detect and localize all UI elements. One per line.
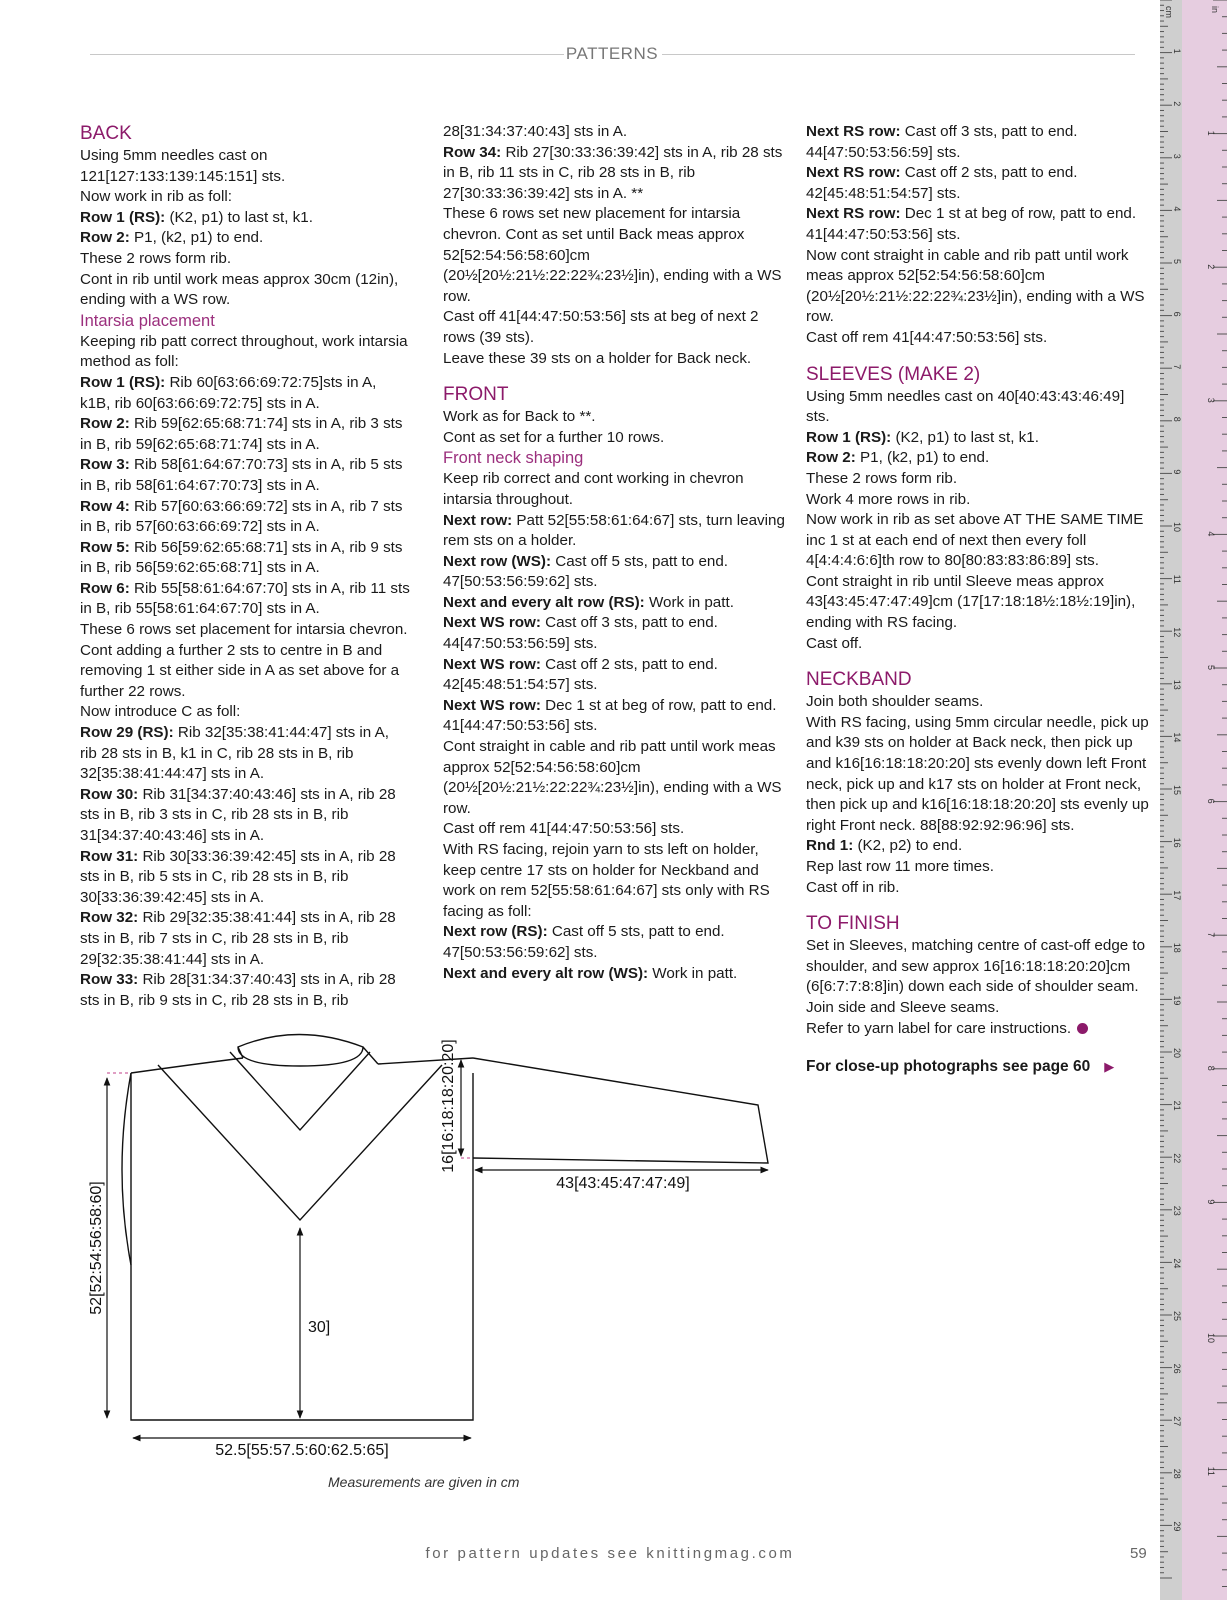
instruction-text: Rib 60[63:66:69:72:75]sts in A, k1B, rib 60[63:66:69:72:75] sts in A. (80, 373, 377, 412)
row-label: Next and every alt row (RS): (443, 593, 645, 611)
ruler-cm-number: 11 (1172, 574, 1182, 584)
instruction-text: Cast off 41[44:47:50:53:56] sts at beg of next 2 rows (39 sts). (443, 308, 759, 346)
instruction-line (80, 270, 410, 311)
instruction-text: Cont as set for a further 10 rows. (443, 428, 665, 446)
row-label: Row 1 (RS): (80, 208, 166, 226)
ruler-cm-number: 25 (1172, 1311, 1182, 1322)
ruler-in-number: 5 (1206, 665, 1216, 671)
instruction-line (443, 407, 788, 428)
ruler-cm-number: 2 (1172, 101, 1182, 107)
instruction-text: Rib 29[32:35:38:41:44] sts in A, rib 28 sts in B, rib 7 sts in C, rib 28 sts in B, rib 29[32:35:38:41:44] sts in A. (80, 909, 396, 968)
row-label: Next row (RS): (443, 923, 548, 941)
instruction-text: Cast off. (806, 634, 863, 652)
ruler-cm-label: cm (1164, 6, 1174, 18)
instruction-text: Join side and Sleeve seams. (806, 998, 1000, 1016)
ruler-cm-number: 7 (1172, 364, 1182, 370)
ruler-cm-number: 19 (1172, 995, 1182, 1006)
instruction-text: Work in patt. (644, 593, 734, 611)
instruction-text: Cast off 2 sts, patt to end. 42[45:48:51:54:57] sts. (443, 655, 718, 694)
instruction-line (80, 970, 410, 1011)
instruction-text: These 2 rows form rib. (806, 469, 958, 487)
row-label: Row 6: (80, 579, 130, 597)
finish-instructions (806, 936, 1151, 1039)
page-number: 59 (1130, 1545, 1147, 1562)
chevron-inner (230, 1052, 370, 1130)
row-label: Row 3: (80, 456, 130, 474)
armhole-label: 16[16:18:18:20:20] (440, 1039, 457, 1173)
instruction-text: These 6 rows set placement for intarsia chevron. Cont adding a further 2 sts to centre in B and removing 1 st either side in A as set above for a further 22 rows. (80, 621, 408, 700)
ruler-in-number: 11 (1206, 1466, 1216, 1476)
ruler-in-number: 3 (1206, 397, 1216, 403)
ruler-cm-number: 3 (1172, 153, 1182, 159)
instruction-text: P1, (k2, p1) to end. (129, 229, 264, 247)
ruler-cm-number: 15 (1172, 785, 1182, 796)
instruction-line (80, 332, 410, 373)
instruction-line (80, 723, 410, 785)
instruction-line (443, 655, 788, 696)
row-label: Row 32: (80, 909, 139, 927)
instruction-line (806, 469, 1151, 490)
instruction-text: Work in patt. (648, 964, 738, 982)
instruction-line (806, 713, 1151, 837)
ruler-cm-number: 29 (1172, 1521, 1182, 1532)
instruction-line (806, 692, 1151, 713)
row-label: Next WS row: (443, 655, 541, 673)
header-rule-left (90, 54, 564, 55)
instruction-text: (K2, p1) to last st, k1. (165, 208, 313, 226)
instruction-text: P1, (k2, p1) to end. (855, 449, 990, 467)
closeup-text: For close-up photographs see page 60 (806, 1058, 1091, 1076)
instruction-line (443, 349, 788, 370)
instruction-text: Keeping rib patt correct throughout, work intarsia method as foll: (80, 332, 408, 371)
instruction-text: Leave these 39 sts on a holder for Back neck. (443, 349, 752, 367)
instruction-line (806, 878, 1151, 899)
instruction-line (80, 146, 410, 187)
instruction-text: Rib 59[62:65:68:71:74] sts in A, rib 3 sts in B, rib 59[62:65:68:71:74] sts in A. (80, 415, 403, 453)
instruction-text: Cast off 3 sts, patt to end. 44[47:50:53:56:59] sts. (443, 614, 718, 653)
instruction-text: 28[31:34:37:40:43] sts in A. (443, 123, 628, 140)
instruction-line (806, 448, 1151, 469)
row-label: Row 5: (80, 538, 130, 556)
instruction-line (443, 469, 788, 510)
ruler-cm-number: 13 (1172, 679, 1182, 690)
instruction-line (443, 122, 788, 143)
instruction-line (80, 497, 410, 538)
ruler-cm-number: 27 (1172, 1416, 1182, 1427)
instruction-text: Now cont straight in cable and rib patt until work meas approx 52[52:54:56:58:60]cm (20½[20½:21½:22:22¾:23½]in), ending with a WS row. (806, 246, 1145, 326)
measuring-ruler (1160, 0, 1227, 1600)
instruction-line (80, 785, 410, 847)
ruler-cm-number: 4 (1172, 206, 1182, 212)
ruler-cm-number: 12 (1172, 627, 1182, 638)
instruction-text: Rib 57[60:63:66:69:72] sts in A, rib 7 sts in B, rib 57[60:63:66:69:72] sts in A. (80, 497, 403, 536)
instruction-text: Using 5mm needles cast on 40[40:43:43:46:49] sts. (806, 387, 1125, 426)
instruction-text: Rib 55[58:61:64:67:70] sts in A, rib 11 sts in B, rib 55[58:61:64:67:70] sts in A. (80, 579, 410, 618)
sleeves-heading: SLEEVES (MAKE 2) (806, 363, 981, 385)
ruler-cm-number: 9 (1172, 469, 1182, 475)
instruction-line (806, 572, 1151, 634)
instruction-line (443, 613, 788, 654)
sleeve-outline (473, 1058, 768, 1163)
sleeve-label: 43[43:45:47:47:49] (556, 1175, 690, 1192)
finish-heading: TO FINISH (806, 913, 900, 935)
instruction-text: Now work in rib as foll: (80, 188, 232, 206)
instruction-text: Rib 28[31:34:37:40:43] sts in A, rib 28 sts in B, rib 9 sts in C, rib 28 sts in B, rib (80, 971, 396, 1009)
row-label: Row 29 (RS): (80, 724, 174, 742)
instruction-line (806, 428, 1151, 449)
instruction-text: These 2 rows form rib. (80, 249, 232, 267)
ruler-in-number: 8 (1206, 1065, 1216, 1071)
instruction-text: Rib 27[30:33:36:39:42] sts in A, rib 28 sts in B, rib 11 sts in C, rib 28 sts in B, rib 27[30:33:36:39:42] sts in A. ** (443, 143, 783, 202)
row-label: Row 31: (80, 847, 139, 865)
instruction-text: Dec 1 st at beg of row, patt to end. 41[44:47:50:53:56] sts. (806, 205, 1137, 243)
instruction-line (806, 1019, 1151, 1040)
instruction-text: Rep last row 11 more times. (806, 858, 994, 875)
body-outline (131, 1073, 473, 1420)
instruction-line (806, 204, 1151, 245)
ruler-cm-number: 8 (1172, 416, 1182, 422)
instruction-line (806, 246, 1151, 328)
instruction-line (806, 328, 1151, 349)
instruction-line (80, 620, 410, 702)
ruler-cm-number: 21 (1172, 1100, 1182, 1111)
instruction-text: (K2, p2) to end. (853, 837, 963, 855)
row-label: Rnd 1: (806, 837, 854, 855)
instruction-text: Dec 1 st at beg of row, patt to end. 41[44:47:50:53:56] sts. (443, 696, 777, 735)
instruction-line (443, 307, 788, 348)
front-heading: FRONT (443, 384, 509, 406)
play-arrow-icon: ▶ (1104, 1059, 1115, 1075)
instruction-text: With RS facing, rejoin yarn to sts left on holder, keep centre 17 sts on holder for Neckband and work on rem 52[55:58:61:64:67] sts only with RS facing as foll: (443, 841, 770, 920)
instruction-line (806, 998, 1151, 1019)
instruction-text: Work as for Back to **. (443, 408, 596, 426)
instruction-line (806, 490, 1151, 511)
instruction-text: Rib 30[33:36:39:42:45] sts in A, rib 28 sts in B, rib 5 sts in C, rib 28 sts in B, rib 30[33:36:39:42:45] sts in A. (80, 847, 396, 906)
ruler-cm-number: 1 (1172, 48, 1182, 54)
ruler-cm-number: 6 (1172, 311, 1182, 317)
row-label: Row 1 (RS): (80, 373, 166, 391)
instruction-text: Cast off rem 41[44:47:50:53:56] sts. (806, 328, 1048, 346)
section-title: PATTERNS (565, 44, 659, 63)
instruction-line (443, 819, 788, 840)
instruction-line (80, 908, 410, 970)
collar-outline (238, 1035, 363, 1067)
instruction-text: These 6 rows set new placement for intarsia chevron. Cont as set until Back meas approx 52[52:54:56:58:60]cm (20½[20½:21½:22:22¾:23½]in), ending with a WS row. (443, 205, 782, 305)
ruler-cm-number: 5 (1172, 259, 1182, 265)
back-continued (443, 122, 788, 369)
row-label: Next and every alt row (WS): (443, 964, 649, 982)
height-label: 52[52:54:56:58:60] (88, 1181, 105, 1315)
instruction-line (806, 163, 1151, 204)
instruction-line (443, 143, 788, 205)
ruler-cm-number: 20 (1172, 1048, 1182, 1059)
intarsia-heading: Intarsia placement (80, 311, 215, 330)
instruction-line (80, 249, 410, 270)
intarsia-instructions (80, 332, 410, 1012)
instruction-line (80, 455, 410, 496)
back-neck-curve (238, 1047, 378, 1064)
instruction-line (806, 936, 1151, 998)
instruction-text: Cast off 2 sts, patt to end. 42[45:48:51:54:57] sts. (806, 164, 1078, 202)
front-instructions (443, 407, 788, 448)
instruction-text: Join both shoulder seams. (806, 693, 984, 711)
instruction-line (443, 737, 788, 819)
ruler-in-number: 10 (1206, 1333, 1216, 1344)
instruction-line (80, 187, 410, 208)
instruction-line (443, 696, 788, 737)
instruction-text: Cast off 5 sts, patt to end. 47[50:53:56:59:62] sts. (443, 552, 729, 591)
ruler-in-number: 6 (1206, 798, 1216, 804)
ruler-in-number: 4 (1206, 531, 1216, 537)
ruler-cm-number: 14 (1172, 732, 1182, 743)
row-label: Next RS row: (806, 123, 901, 140)
row-label: Next row (WS): (443, 552, 551, 570)
instruction-line (80, 373, 410, 414)
instruction-line (80, 702, 410, 723)
instruction-text: Cast off in rib. (806, 878, 900, 896)
end-bullet-icon (1077, 1023, 1088, 1034)
instruction-line (806, 857, 1151, 878)
sweater-schematic (78, 1030, 788, 1460)
instruction-text: Cast off rem 41[44:47:50:53:56] sts. (443, 820, 685, 838)
column-3 (806, 122, 1151, 1078)
instruction-line (80, 579, 410, 620)
instruction-text: Now work in rib as set above AT THE SAME TIME inc 1 st at each end of next then every foll 4[4:4:4:6:6]th row to 80[80:83:83:86:89] sts. (806, 511, 1144, 570)
instruction-line (443, 840, 788, 922)
row-label: Next WS row: (443, 696, 541, 714)
instruction-text: Rib 58[61:64:67:70:73] sts in A, rib 5 sts in B, rib 58[61:64:67:70:73] sts in A. (80, 456, 403, 494)
instruction-text: Now introduce C as foll: (80, 703, 241, 721)
instruction-line (80, 538, 410, 579)
ruler-cm-number: 10 (1172, 522, 1182, 533)
row-label: Next RS row: (806, 164, 901, 182)
back-instructions (80, 146, 410, 311)
footer-text: for pattern updates see knittingmag.com (425, 1545, 795, 1562)
sleeves-instructions (806, 387, 1151, 655)
instruction-line (806, 836, 1151, 857)
instruction-line (443, 593, 788, 614)
ruler-cm-number: 18 (1172, 942, 1182, 953)
front-neck-heading: Front neck shaping (443, 449, 584, 468)
instruction-text: Keep rib correct and cont working in chevron intarsia throughout. (443, 470, 744, 508)
side-curve (122, 1073, 131, 1265)
instruction-line (80, 208, 410, 229)
width-label: 52.5[55:57.5:60:62.5:65] (215, 1442, 389, 1459)
closeup-link[interactable] (806, 1057, 1151, 1078)
back-heading: BACK (80, 123, 132, 144)
ruler-cm-number: 22 (1172, 1153, 1182, 1164)
instruction-line (80, 228, 410, 249)
instruction-text: Cont straight in cable and rib patt until work meas approx 52[52:54:56:58:60]cm (20½[20½:21½:22:22¾:23½]in), ending with a WS row. (443, 738, 782, 817)
instruction-text: Rib 31[34:37:40:43:46] sts in A, rib 28 sts in B, rib 3 sts in C, rib 28 sts in B, rib 31[34:37:40:43:46] sts in A. (80, 785, 396, 844)
instruction-text: Cont straight in rib until Sleeve meas approx 43[43:45:47:47:49]cm (17[17:18:18½:18½:19]in), ending with RS facing. (806, 572, 1136, 632)
ruler-in-number: 7 (1206, 932, 1216, 938)
ruler-cm-number: 28 (1172, 1468, 1182, 1479)
row-label: Next RS row: (806, 205, 901, 223)
instruction-text: Set in Sleeves, matching centre of cast-off edge to shoulder, and sew approx 16[16:18:18:20:20]cm (6[6:7:7:8:8]in) down each side of shoulder seam. (806, 937, 1146, 996)
column-1 (80, 122, 410, 1011)
ruler-cm-number: 17 (1172, 890, 1182, 901)
instruction-line (443, 428, 788, 449)
instruction-line (806, 387, 1151, 428)
row-label: Row 34: (443, 143, 502, 161)
instruction-line (443, 204, 788, 307)
row-label: Next row: (443, 511, 513, 529)
row-label: Row 1 (RS): (806, 428, 892, 446)
ruler-cm-number: 23 (1172, 1205, 1182, 1216)
instruction-line (806, 634, 1151, 655)
instruction-text: Using 5mm needles cast on 121[127:133:139:145:151] sts. (80, 147, 286, 185)
rib-label: 30] (308, 1319, 331, 1336)
front-neck-instructions (443, 469, 788, 984)
instruction-text: Cont in rib until work meas approx 30cm (12in), ending with a WS row. (80, 270, 399, 309)
header-rule-right (662, 54, 1135, 55)
instruction-text: (K2, p1) to last st, k1. (891, 428, 1039, 446)
neckband-instructions (806, 692, 1151, 898)
row-label: Next WS row: (443, 614, 541, 632)
instruction-line (443, 922, 788, 963)
row-label: Row 4: (80, 497, 130, 515)
instruction-line (806, 510, 1151, 572)
instruction-text: Rib 56[59:62:65:68:71] sts in A, rib 9 sts in B, rib 56[59:62:65:68:71] sts in A. (80, 538, 403, 577)
instruction-line (443, 552, 788, 593)
instruction-line (80, 847, 410, 909)
ruler-in-number: 2 (1206, 264, 1216, 270)
instruction-line (80, 414, 410, 455)
instruction-text: With RS facing, using 5mm circular needle, pick up and k39 sts on holder at Back neck, then pick up and k16[16:18:18:20:20] sts evenly down left Front neck, pick up and k17 sts on holder at Front neck, then pick up and k16[16:18:18:20:20] sts evenly up right Front neck. 88[88:92:92:96:96] sts. (806, 713, 1149, 834)
column-2 (443, 122, 788, 984)
ruler-cm-number: 24 (1172, 1258, 1182, 1269)
row-label: Row 2: (80, 229, 130, 247)
front-continued (806, 122, 1151, 349)
instruction-line (443, 964, 788, 985)
neckband-heading: NECKBAND (806, 669, 912, 691)
row-label: Row 2: (806, 449, 856, 467)
chevron-outer (158, 1065, 442, 1220)
instruction-text: Rib 32[35:38:41:44:47] sts in A, rib 28 sts in B, k1 in C, rib 28 sts in B, rib 32[35:38:41:44:47] sts in A. (80, 724, 389, 783)
ruler-cm-number: 26 (1172, 1363, 1182, 1374)
ruler-in-label: in (1210, 6, 1220, 14)
instruction-line (806, 122, 1151, 163)
instruction-text: Cast off 3 sts, patt to end. 44[47:50:53:56:59] sts. (806, 123, 1078, 161)
row-label: Row 30: (80, 785, 139, 803)
measurement-caption: Measurements are given in cm (328, 1474, 520, 1490)
row-label: Row 2: (80, 415, 130, 433)
row-label: Row 33: (80, 971, 139, 989)
ruler-in-number: 9 (1206, 1199, 1216, 1205)
instruction-text: Refer to yarn label for care instructions. (806, 1019, 1072, 1037)
instruction-text: Cast off 5 sts, patt to end. 47[50:53:56:59:62] sts. (443, 923, 725, 961)
instruction-text: Patt 52[55:58:61:64:67] sts, turn leaving rem sts on a holder. (443, 511, 785, 550)
ruler-cm-number: 16 (1172, 837, 1182, 848)
instruction-line (443, 511, 788, 552)
instruction-text: Work 4 more rows in rib. (806, 490, 971, 508)
ruler-in-number: 1 (1206, 130, 1216, 136)
